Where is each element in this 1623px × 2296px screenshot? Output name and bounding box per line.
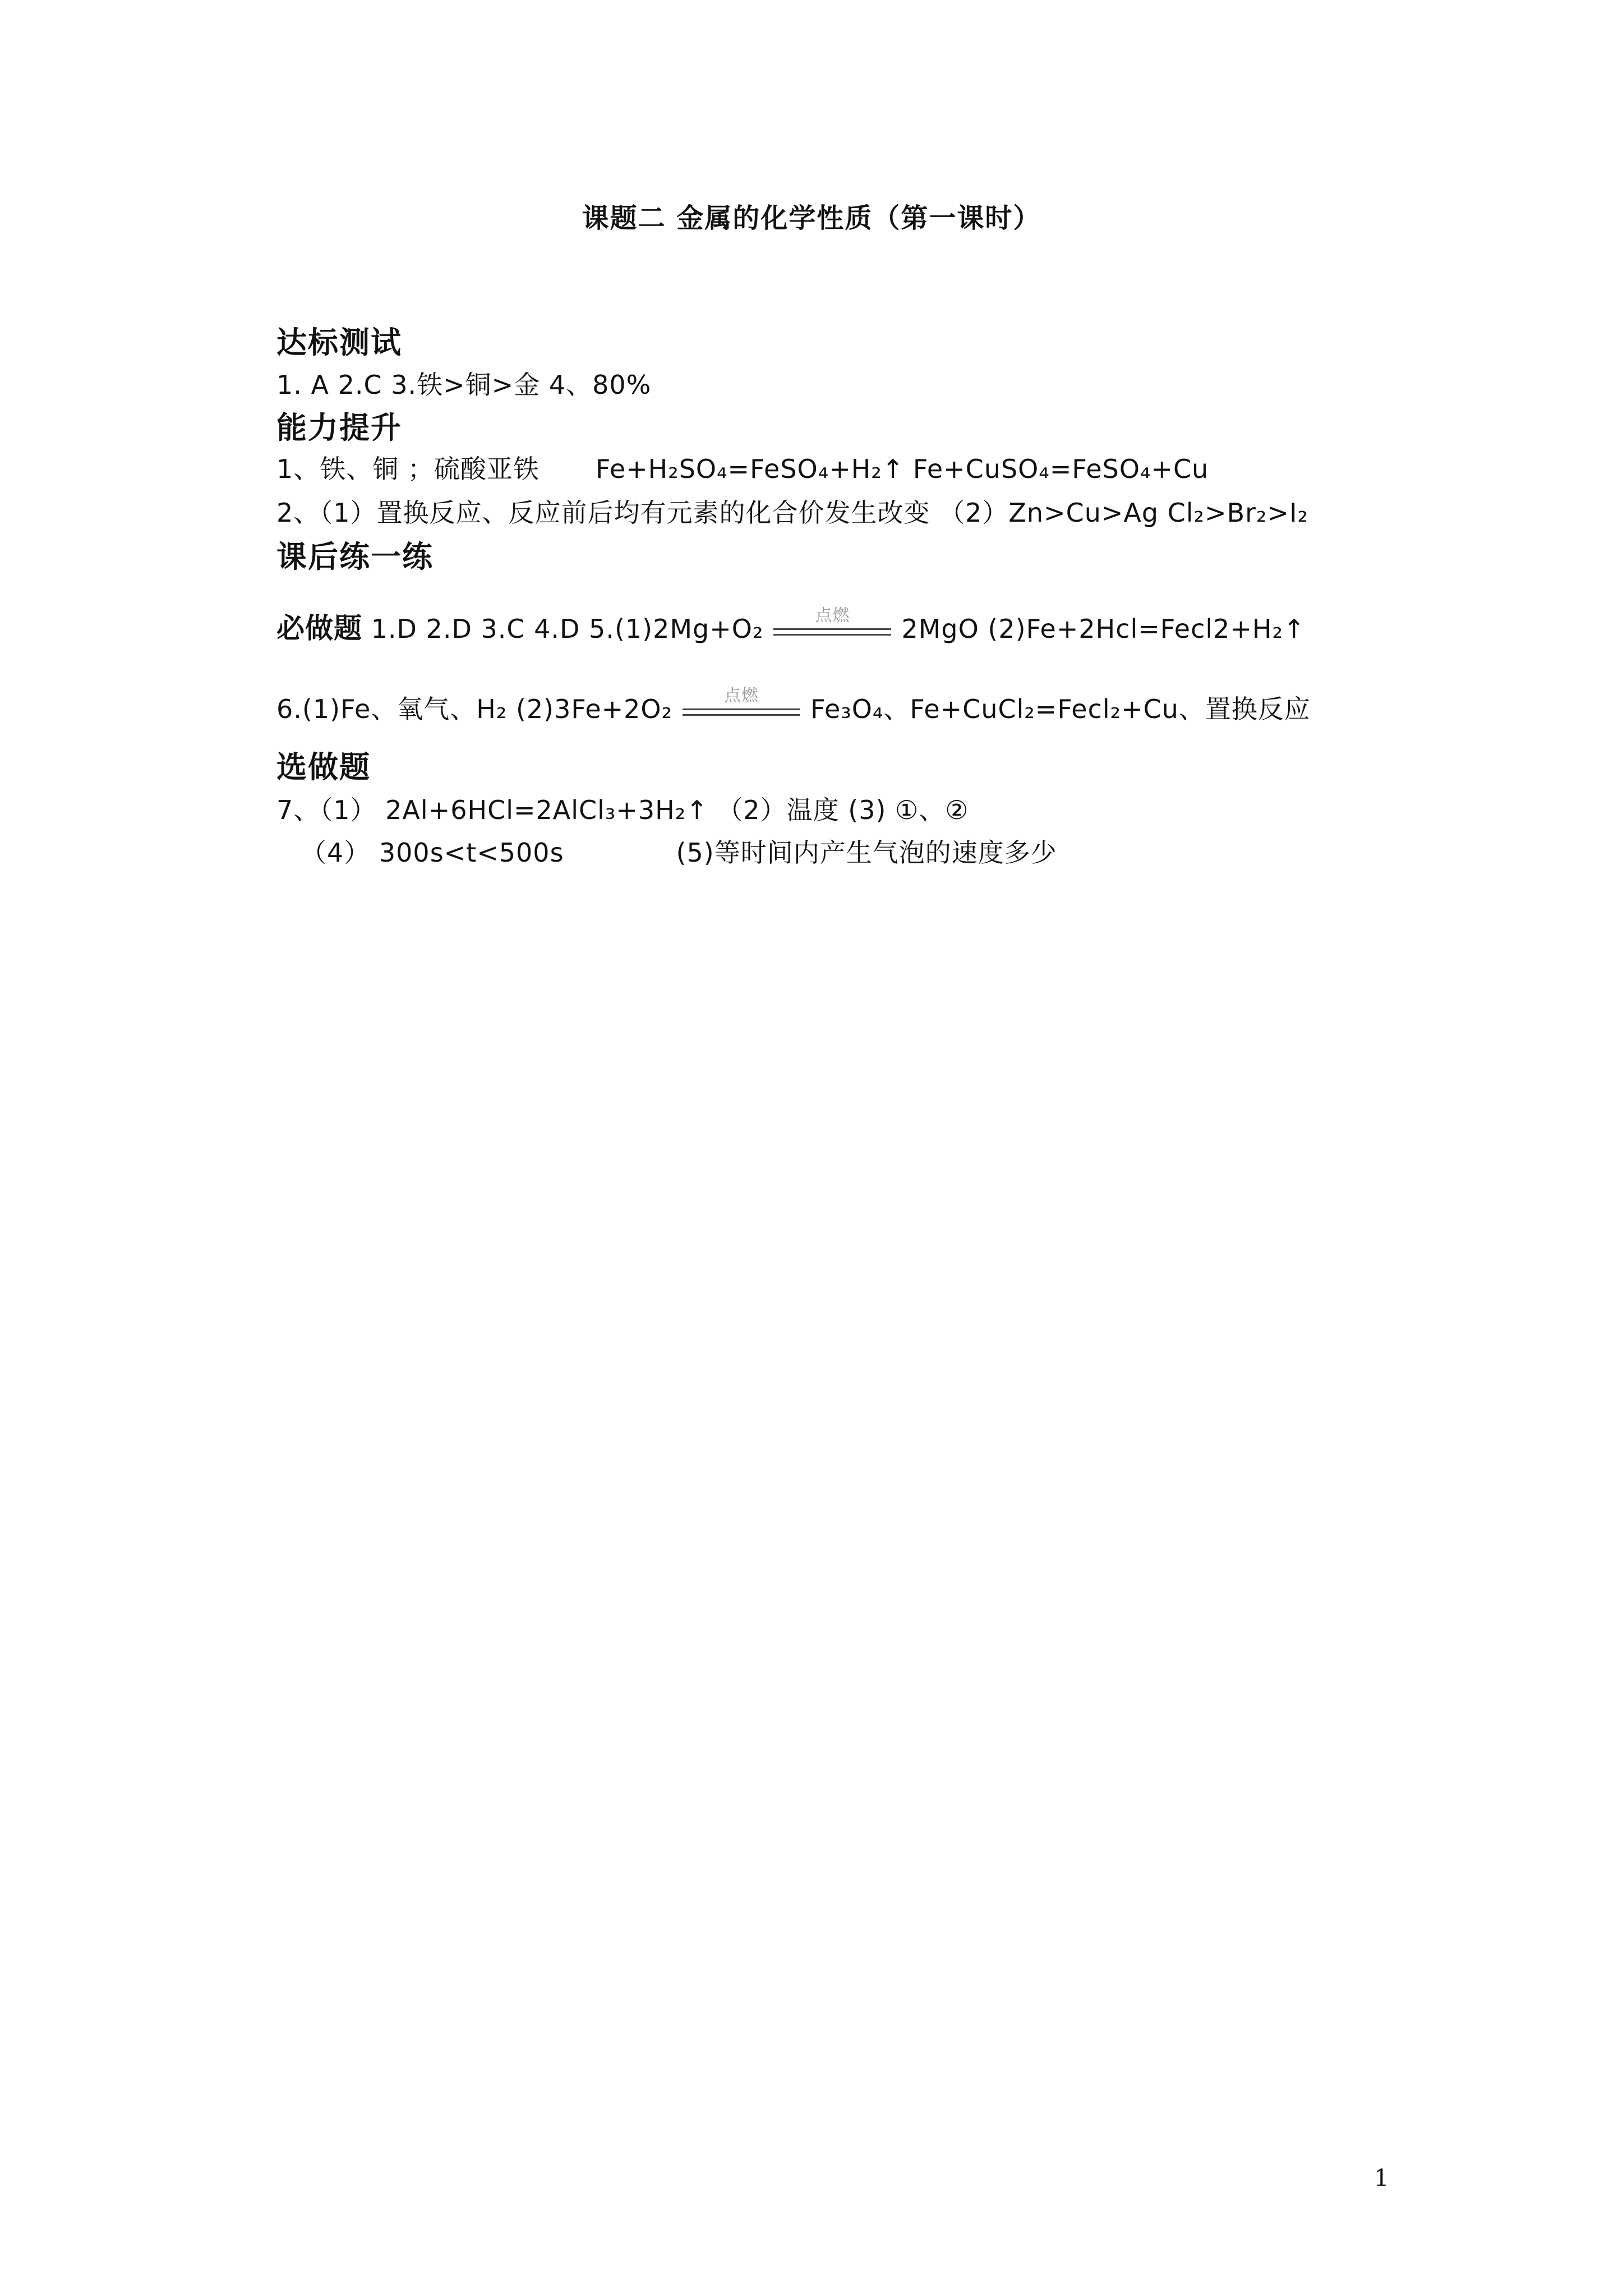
answer-line-nengli-2: 2、（1）置换反应、反应前后均有元素的化合价发生改变 （2）Zn>Cu>Ag Cl₂>Br₂>I₂ [276, 498, 1309, 528]
answer-line-xuanzuo-7: 7、（1） 2Al+6HCl=2AlCl₃+3H₂↑ （2）温度 (3) ①、② [276, 795, 969, 825]
bizuo-answer-6-rest: Fe₃O₄、Fe+CuCl₂=Fecl₂+Cu、置换反应 [810, 694, 1311, 724]
reaction-condition-arrow-2 [683, 685, 800, 724]
bizuo-answers-1-5: 1.D 2.D 3.C 4.D 5.(1)2Mg+O₂ [371, 614, 764, 644]
answer-line-nengli-1-text: 1、铁、铜 ；硫酸亚铁 [276, 454, 540, 484]
reaction-condition-arrow [773, 605, 891, 644]
reaction-condition-label-2: 点燃 [724, 685, 759, 706]
xuanzuo-answer-4: （4） 300s<t<500s [301, 838, 564, 868]
section-heading-dabiao: 达标测试 [276, 325, 402, 360]
section-heading-kehou: 课后练一练 [276, 539, 434, 574]
xuanzuo-answer-5: (5)等时间内产生气泡的速度多少 [676, 838, 1057, 868]
bizuo-label: 必做题 [276, 612, 362, 645]
bizuo-answer-6-start: 6.(1)Fe、氧气、H₂ (2)3Fe+2O₂ [276, 694, 673, 724]
answer-line-bizuo-6 [276, 685, 1311, 726]
page-title: 课题二 金属的化学性质（第一课时） [582, 203, 1041, 234]
answer-line-nengli-1 [276, 449, 1209, 486]
answer-line-nengli-1-equations: Fe+H₂SO₄=FeSO₄+H₂↑ Fe+CuSO₄=FeSO₄+Cu [595, 454, 1209, 484]
reaction-condition-label: 点燃 [815, 605, 850, 625]
section-heading-nengli: 能力提升 [276, 410, 402, 445]
bizuo-answers-5-rest: 2MgO (2)Fe+2Hcl=Fecl2+H₂↑ [901, 614, 1306, 644]
answer-line-bizuo-5 [276, 606, 1306, 646]
answer-line-xuanzuo-8 [301, 832, 1057, 869]
section-heading-xuanzuo: 选做题 [276, 749, 371, 785]
page-number: 1 [1374, 2164, 1389, 2192]
answer-line-dabiao-1: 1. A 2.C 3.铁>铜>金 4、80% [276, 370, 652, 400]
